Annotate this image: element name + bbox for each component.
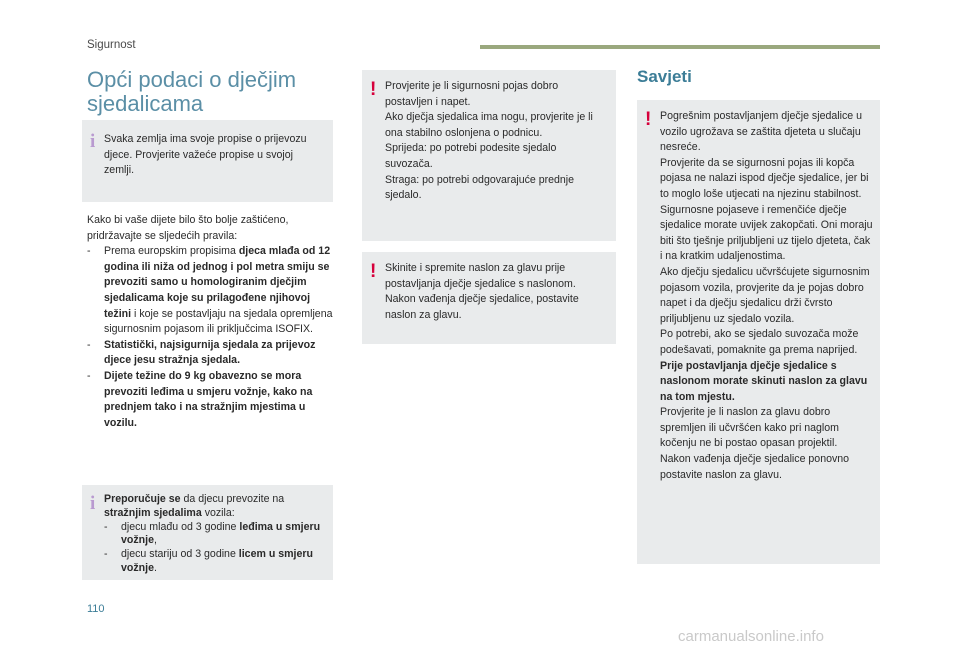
header-rule [480,45,880,49]
tip-paragraph: Pogrešnim postavljanjem dječje sjedalice u vozilo ugrožava se zaštita djeteta u slučaju nesreće. [660,110,862,154]
tip-paragraph: Sigurnosne pojaseve i remenčiće dječje sjedalice morate uvijek zakopčati. Oni moraju biti što tješnje priljubljeni uz tijelo djeteta, čak i na kratkim udaljenostima. [660,203,873,263]
tip-paragraph: Nakon vađenja dječje sjedalice ponovno postavite naslon za glavu. [660,453,850,481]
warning-line: Sprijeda: po potrebi podesite sjedalo suvozača. [385,142,557,170]
warning-box-tips [637,100,880,564]
text-bold: stražnjim sjedalima [104,506,202,519]
info-icon: i [90,131,96,152]
warning-text: Skinite i spremite naslon za glavu prije postavljanja dječje sjedalice s naslonom. Nakon vađenja dječje sjedalice, postavite naslon za glavu. [385,262,579,321]
rule-text: i koje se postavljaju na sjedala opremljena sigurnosnim pojasom ili priključcima ISOFIX. [104,307,333,336]
recommendation-over-3 [121,548,326,576]
section-label: Sigurnost [87,39,136,51]
list-dash: - [87,338,91,351]
warning-box-headrest [362,252,616,344]
rule-rear-seats: Statistički, najsigurnija sjedala za prijevoz djece jesu stražnja sjedala. [104,338,316,367]
list-item [87,369,335,431]
text: djecu stariju od 3 godine [121,548,239,561]
text-bold: leđima u smjeru vožnje [121,520,321,547]
text: djecu mlađu od 3 godine [121,520,240,533]
info-box-regulations [82,120,333,202]
tip-paragraph: Ako dječju sjedalicu učvršćujete sigurnosnim pojasom vozila, provjerite da je pojas dobro napet i da dječju sjedalicu drži čvrsto priljubljenu uz sjedalo vozila. [660,265,870,325]
warning-line: Ako dječja sjedalica ima nogu, provjerite je li ona stabilno oslonjena o podnicu. [385,111,593,139]
warning-line: Provjerite je li sigurnosni pojas dobro postavljen i napet. [385,80,559,108]
tips-heading: Savjeti [637,67,692,86]
text: da djecu prevozite na [180,493,285,505]
recommendation-under-3 [121,521,326,549]
tips-text [660,109,875,483]
tip-paragraph: Po potrebi, ako se sjedalo suvozača može podešavati, pomaknite ga prema naprijed. [660,328,859,356]
warning-text [385,79,607,204]
page-number: 110 [87,603,105,615]
warning-icon: ! [370,261,377,282]
text-bold: Preporučuje se [104,493,181,505]
recommendation-text [104,493,326,576]
info-box-recommendation [82,485,333,580]
recommendation-lead [104,493,326,521]
list-item [104,548,326,576]
list-item [87,244,335,338]
list-dash: - [104,520,108,533]
list-dash: - [87,245,91,258]
tip-paragraph: Provjerite je li naslon za glavu dobro spremljen ili učvršćen kako pri naglom kočenju ne bi postao opasan projektil. [660,406,839,450]
text: . [153,561,157,574]
warning-box-seat-belt [362,70,616,241]
tip-paragraph-bold: Prije postavljanja dječje sjedalice s naslonom morate skinuti naslon za glavu na tom mjestu. [660,359,868,403]
info-box-text: Svaka zemlja ima svoje propise o prijevozu djece. Provjerite važeće propise u svojoj zemlji. [104,133,307,177]
text: , [153,534,157,547]
page-title: Opći podaci o dječjim sjedalicama [87,67,297,116]
rule-text: Prema europskim propisima [104,245,239,258]
warning-icon: ! [370,79,377,100]
list-dash: - [87,369,91,382]
warning-line: Straga: po potrebi odgovarajuće prednje sjedalo. [385,173,575,202]
tip-paragraph: Provjerite da se sigurnosni pojas ili kopča pojasa ne nalazi ispod dječje sjedalice, jer bi to moglo loše utjecati na njezinu stabilnost. [660,156,869,200]
info-icon: i [90,493,96,514]
rules-lead: Kako bi vaše dijete bilo što bolje zaštićeno, pridržavajte se sljedećih pravila: [87,214,289,242]
list-dash: - [104,548,108,561]
list-item [87,338,335,369]
rule-rear-facing: Dijete težine do 9 kg obavezno se mora prevoziti leđima u smjeru vožnje, kako na prednjem tako i na stražnjim mjestima u vozilu. [104,369,313,429]
text: vozila: [201,506,235,519]
warning-icon: ! [645,109,652,130]
rule-text-bold: djeca mlađa od 12 godina ili niža od jednog i pol metra smiju se prevoziti samo u homologiranim dječjim sjedalicama koje su prilagođene njihovoj težini [104,245,331,320]
watermark: carmanualsonline.info [678,628,824,645]
rules-section [87,213,335,431]
list-item [104,521,326,549]
rule-european-regulations [104,244,335,338]
text-bold: licem u smjeru vožnje [121,548,313,574]
